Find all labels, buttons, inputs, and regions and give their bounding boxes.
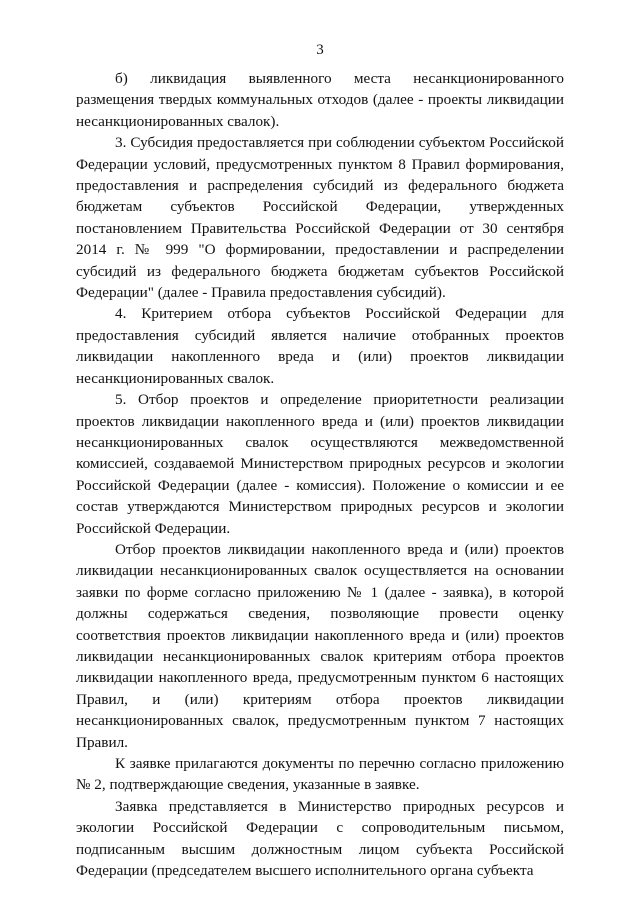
- paragraph-clause-3: 3. Субсидия предоставляется при соблюдении субъектом Российской Федерации условий, предусмотренных пунктом 8 Правил формирования, предоставления и распределения субсидий из федерального бюджета бюджетам субъектов Российской Федерации, утвержденных постановлением Правительства Российской Федерации от 30 сентября 2014 г. № 999 "О формировании, предоставлении и распределении субсидий из федерального бюджета бюджетам субъектов Российской Федерации" (далее - Правила предоставления субсидий).: [76, 134, 564, 302]
- paragraph-clause-5: 5. Отбор проектов и определение приоритетности реализации проектов ликвидации накопленного вреда и (или) проектов ликвидации несанкционированных свалок осуществляются межведомственной комиссией, создаваемой Министерством природных ресурсов и экологии Российской Федерации (далее - комиссия). Положение о комиссии и ее состав утверждаются Министерством природных ресурсов и экологии Российской Федерации.: [76, 391, 564, 537]
- paragraph-application: Заявка представляется в Министерство природных ресурсов и экологии Российской Федерации с сопроводительным письмом, подписанным высшим должностным лицом субъекта Российской Федерации (председателем высшего исполнительного органа субъекта: [76, 797, 564, 880]
- document-body: [76, 68, 564, 881]
- paragraph-item-b: б) ликвидация выявленного места несанкционированного размещения твердых коммунальных отходов (далее - проекты ликвидации несанкционированных свалок).: [76, 70, 564, 130]
- page-number: 3: [316, 42, 324, 58]
- paragraph-attachments: К заявке прилагаются документы по перечню согласно приложению № 2, подтверждающие сведения, указанные в заявке.: [76, 755, 564, 794]
- paragraph-selection: Отбор проектов ликвидации накопленного вреда и (или) проектов ликвидации несанкционированных свалок осуществляется на основании заявки по форме согласно приложению № 1 (далее - заявка), в которой должны содержаться сведения, позволяющие провести оценку соответствия проектов ликвидации накопленного вреда и (или) проектов ликвидации несанкционированных свалок критериям отбора проектов ликвидации накопленного вреда, предусмотренным пунктом 6 настоящих Правил, и (или) критериям отбора проектов ликвидации несанкционированных свалок, предусмотренным пунктом 7 настоящих Правил.: [76, 540, 564, 751]
- paragraph-clause-4: 4. Критерием отбора субъектов Российской Федерации для предоставления субсидий является наличие отобранных проектов ликвидации накопленного вреда и (или) проектов ликвидации несанкционированных свалок.: [76, 305, 564, 387]
